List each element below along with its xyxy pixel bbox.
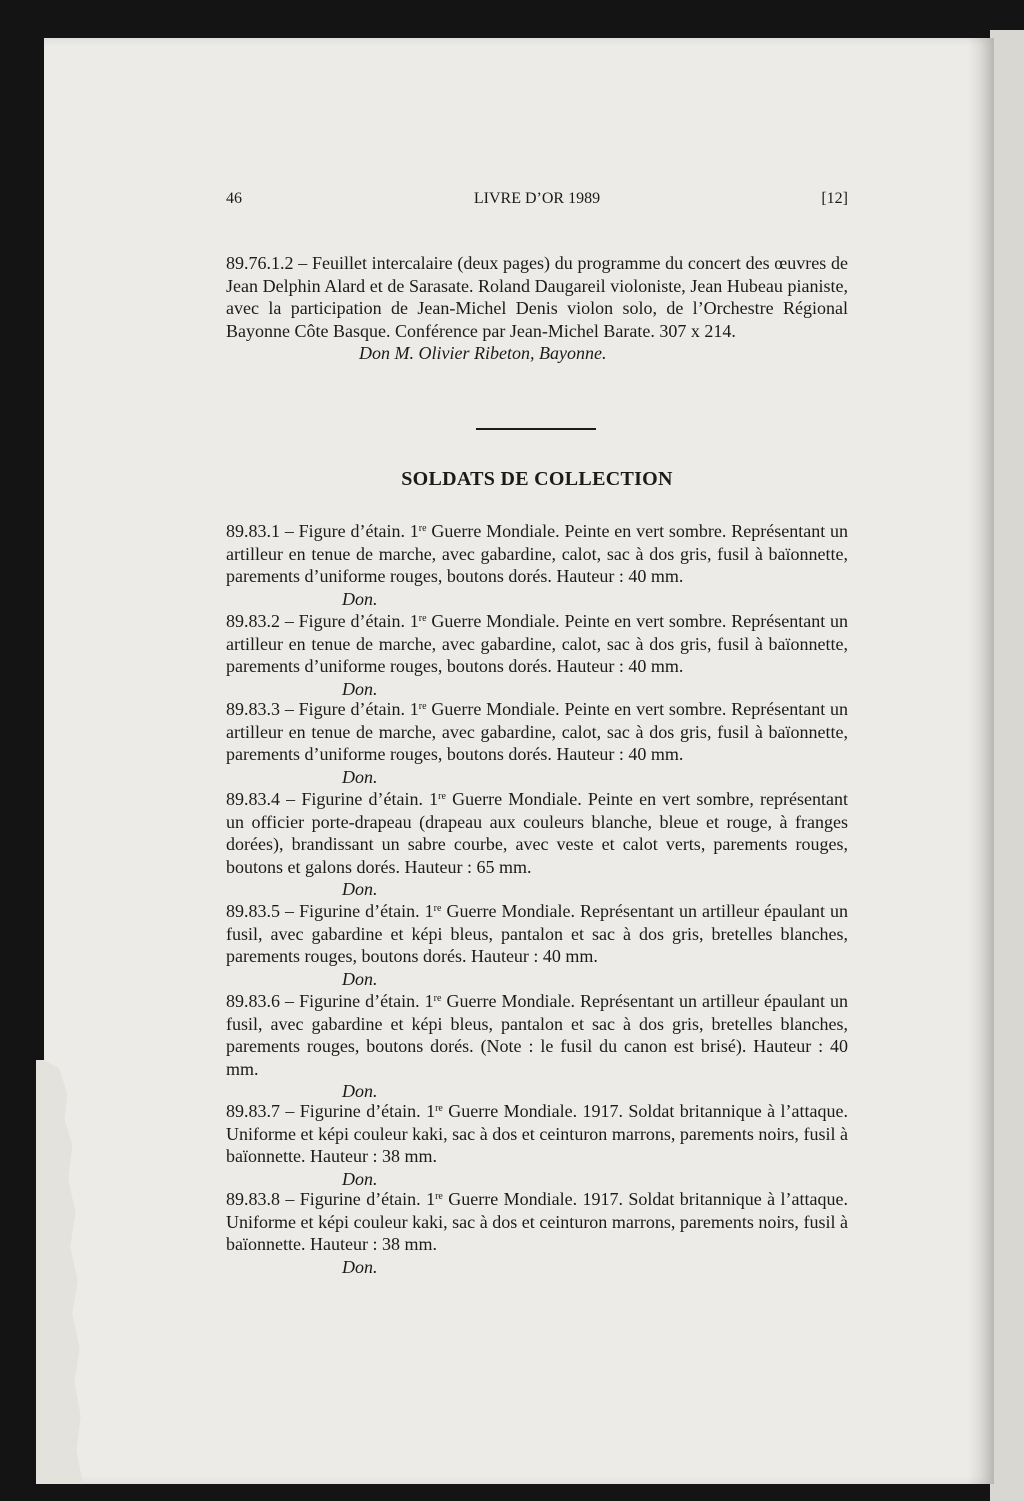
- war-ordinal-suffix: re: [435, 1191, 443, 1202]
- intro-entry: [226, 252, 848, 365]
- entry-body: Guerre Mondiale. Peinte en vert sombre. Représentant un artilleur en tenue de marche, avec gabardine, calot, sac à dos gris, fusil à baïonnette, parements d’uniforme rouges, boutons dorés. Hauteur : 40 mm.: [226, 521, 849, 587]
- page-number: 46: [226, 190, 242, 207]
- running-title: LIVRE D’OR 1989: [473, 190, 601, 207]
- entry-text: 89.83.6 – Figurine d’étain. 1re Guerre Mondiale. Représentant un artilleur épaulant un fusil, avec gabardine et képi bleus, pantalon et sac à dos gris, bretelles blanches, parements rouges, boutons dorés. (Note : le fusil du canon est brisé). Hauteur : 40 mm.: [226, 991, 849, 1079]
- war-ordinal: 1: [429, 789, 439, 809]
- entry-donor: Don.: [342, 879, 378, 900]
- war-ordinal: 1: [409, 611, 419, 631]
- entry-type: Figurine d’étain.: [299, 1189, 421, 1209]
- entry-id: 89.83.8: [226, 1189, 280, 1209]
- entry-id: 89.83.1: [226, 521, 280, 541]
- entry-id: 89.83.3: [226, 699, 280, 719]
- entry-id: 89.83.5: [226, 901, 280, 921]
- collection-entry: [226, 698, 848, 788]
- entry-id: 89.83.4: [226, 789, 280, 809]
- entry-type: Figurine d’étain.: [299, 1101, 421, 1121]
- entry-type: Figurine d’étain.: [299, 991, 420, 1011]
- collection-entry: [226, 1100, 848, 1190]
- war-ordinal: 1: [409, 699, 419, 719]
- collection-entry: [226, 788, 848, 901]
- entry-body: Guerre Mondiale. 1917. Soldat britannique à l’attaque. Uniforme et képi couleur kaki, sac à dos et ceinturon marrons, parements noirs, fusil à baïonnette. Hauteur : 38 mm.: [226, 1189, 849, 1255]
- entry-donor: Don.: [342, 1256, 378, 1277]
- running-header: [226, 190, 848, 212]
- entry-body: Guerre Mondiale. Peinte en vert sombre, représentant un officier porte-drapeau (drapeau aux couleurs blanche, bleue et rouge, à franges dorées), brandissant un sabre courbe, avec veste et calot verts, parements rouges, boutons et galons dorés. Hauteur : 65 mm.: [226, 789, 849, 877]
- entry-type: Figurine d’étain.: [301, 789, 423, 809]
- entry-id: 89.83.2: [226, 611, 280, 631]
- entry-id: 89.83.7: [226, 1101, 280, 1121]
- war-ordinal-suffix: re: [418, 523, 427, 534]
- entry-text: 89.76.1.2 – Feuillet intercalaire (deux pages) du programme du concert des œuvres de Jean Delphin Alard et de Sarasate. Roland Daugareil violoniste, Jean Hubeau pianiste, avec la participation de Jean-Michel Denis violon solo, de l’Orchestre Régional Bayonne Côte Basque. Conférence par Jean-Michel Barate. 307 x 214.: [226, 253, 849, 341]
- war-ordinal: 1: [426, 1101, 436, 1121]
- entry-donor: Don.: [342, 588, 378, 609]
- entry-text: 89.83.2 – Figure d’étain. 1re Guerre Mondiale. Peinte en vert sombre. Représentant un artilleur en tenue de marche, avec gabardine, calot, sac à dos gris, fusil à baïonnette, parements d’uniforme rouges, boutons dorés. Hauteur : 40 mm.: [226, 611, 849, 677]
- war-ordinal-suffix: re: [418, 613, 427, 624]
- section-title: SOLDATS DE COLLECTION: [401, 468, 673, 490]
- next-page-edge: [990, 30, 1024, 1501]
- collection-entry: [226, 900, 848, 990]
- entry-body: Guerre Mondiale. Représentant un artilleur épaulant un fusil, avec gabardine et képi bleus, pantalon et sac à dos gris, bretelles blanches, parements rouges, boutons dorés. (Note : le fusil du canon est brisé). Hauteur : 40 mm.: [226, 991, 849, 1079]
- entry-type: Figure d’étain.: [298, 611, 405, 631]
- entry-id: 89.83.6: [226, 991, 280, 1011]
- entry-text: 89.83.4 – Figurine d’étain. 1re Guerre Mondiale. Peinte en vert sombre, représentant un officier porte-drapeau (drapeau aux couleurs blanche, bleue et rouge, à franges dorées), brandissant un sabre courbe, avec veste et calot verts, parements rouges, boutons et galons dorés. Hauteur : 65 mm.: [226, 789, 849, 877]
- entry-type: Figure d’étain.: [298, 699, 405, 719]
- entry-text: 89.83.5 – Figurine d’étain. 1re Guerre Mondiale. Représentant un artilleur épaulant un fusil, avec gabardine et képi bleus, pantalon et sac à dos gris, bretelles blanches, parements rouges, boutons dorés. Hauteur : 40 mm.: [226, 901, 849, 967]
- binding-shadow: [968, 38, 994, 1484]
- war-ordinal-suffix: re: [438, 791, 446, 802]
- entry-text: 89.83.1 – Figure d’étain. 1re Guerre Mondiale. Peinte en vert sombre. Représentant un artilleur en tenue de marche, avec gabardine, calot, sac à dos gris, fusil à baïonnette, parements d’uniforme rouges, boutons dorés. Hauteur : 40 mm.: [226, 521, 849, 587]
- war-ordinal-suffix: re: [433, 993, 442, 1004]
- entry-body: Feuillet intercalaire (deux pages) du programme du concert des œuvres de Jean Delphin Alard et de Sarasate. Roland Daugareil violoniste, Jean Hubeau pianiste, avec la participation de Jean-Michel Denis violon solo, de l’Orchestre Régional Bayonne Côte Basque. Conférence par Jean-Michel Barate. 307 x 214.: [226, 253, 849, 341]
- entry-text: 89.83.7 – Figurine d’étain. 1re Guerre Mondiale. 1917. Soldat britannique à l’attaque. Uniforme et képi couleur kaki, sac à dos et ceinturon marrons, parements noirs, fusil à baïonnette. Hauteur : 38 mm.: [226, 1101, 849, 1167]
- collection-entry: [226, 520, 848, 610]
- entry-body: Guerre Mondiale. Représentant un artilleur épaulant un fusil, avec gabardine et képi bleus, pantalon et sac à dos gris, bretelles blanches, parements rouges, boutons dorés. Hauteur : 40 mm.: [226, 901, 849, 967]
- entry-donor: Don.: [342, 1081, 378, 1102]
- entry-donor: Don.: [342, 968, 378, 989]
- war-ordinal-suffix: re: [435, 1103, 443, 1114]
- collection-entry: [226, 610, 848, 700]
- entry-donor: Don.: [342, 766, 378, 787]
- entry-id: 89.76.1.2: [226, 253, 294, 273]
- war-ordinal: 1: [424, 991, 434, 1011]
- entry-body: Guerre Mondiale. Peinte en vert sombre. Représentant un artilleur en tenue de marche, avec gabardine, calot, sac à dos gris, fusil à baïonnette, parements d’uniforme rouges, boutons dorés. Hauteur : 40 mm.: [226, 699, 849, 765]
- entry-text: 89.83.8 – Figurine d’étain. 1re Guerre Mondiale. 1917. Soldat britannique à l’attaque. Uniforme et képi couleur kaki, sac à dos et ceinturon marrons, parements noirs, fusil à baïonnette. Hauteur : 38 mm.: [226, 1189, 849, 1255]
- war-ordinal: 1: [424, 901, 434, 921]
- entry-text: 89.83.3 – Figure d’étain. 1re Guerre Mondiale. Peinte en vert sombre. Représentant un artilleur en tenue de marche, avec gabardine, calot, sac à dos gris, fusil à baïonnette, parements d’uniforme rouges, boutons dorés. Hauteur : 40 mm.: [226, 699, 849, 765]
- entry-donor: Don.: [342, 1168, 378, 1189]
- entry-donor: Don.: [342, 678, 378, 699]
- collection-entry: [226, 1188, 848, 1278]
- war-ordinal: 1: [409, 521, 419, 541]
- entry-donor: Don M. Olivier Ribeton, Bayonne.: [359, 343, 607, 364]
- section-divider: [476, 428, 596, 430]
- entry-type: Figure d’étain.: [298, 521, 405, 541]
- entry-body: Guerre Mondiale. Peinte en vert sombre. Représentant un artilleur en tenue de marche, avec gabardine, calot, sac à dos gris, fusil à baïonnette, parements d’uniforme rouges, boutons dorés. Hauteur : 40 mm.: [226, 611, 849, 677]
- collection-entry: [226, 990, 848, 1103]
- war-ordinal: 1: [426, 1189, 436, 1209]
- page-reference: [12]: [821, 190, 848, 207]
- war-ordinal-suffix: re: [433, 903, 442, 914]
- entry-type: Figurine d’étain.: [299, 901, 420, 921]
- entry-body: Guerre Mondiale. 1917. Soldat britannique à l’attaque. Uniforme et képi couleur kaki, sac à dos et ceinturon marrons, parements noirs, fusil à baïonnette. Hauteur : 38 mm.: [226, 1101, 849, 1167]
- war-ordinal-suffix: re: [418, 701, 427, 712]
